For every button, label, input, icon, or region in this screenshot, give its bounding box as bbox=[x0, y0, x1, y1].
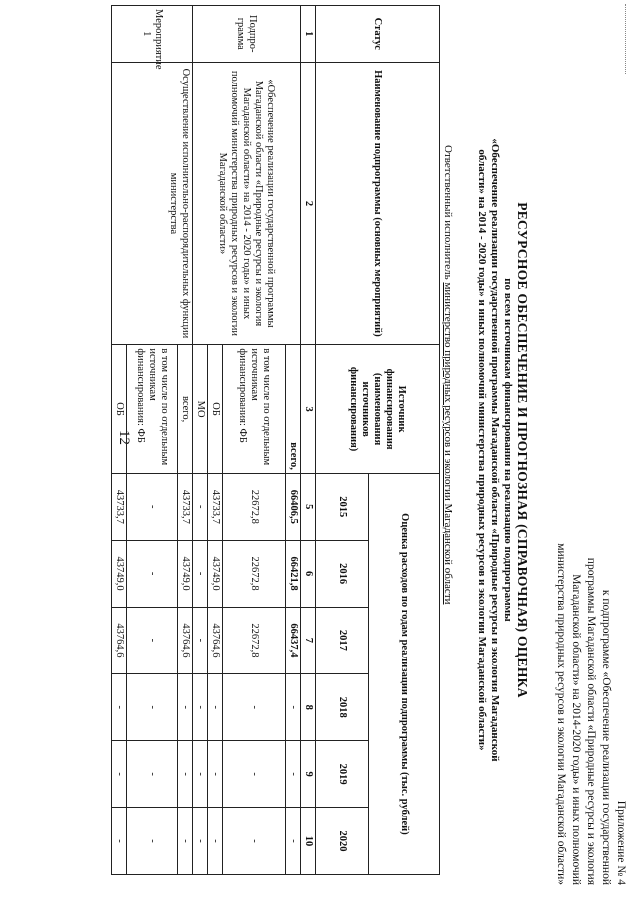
value-cell: - bbox=[112, 741, 127, 808]
header-row bbox=[369, 6, 440, 875]
value-cell: 66406,5 bbox=[286, 473, 301, 540]
page-number: 12 bbox=[116, 430, 132, 445]
column-number: 7 bbox=[301, 607, 316, 674]
value-cell: 22672,8 bbox=[223, 540, 286, 607]
column-number: 2 bbox=[301, 62, 316, 345]
source-cell: всего, bbox=[178, 345, 193, 474]
header-year: 2020 bbox=[316, 808, 369, 875]
responsible-label: Ответственный исполнитель bbox=[442, 145, 454, 280]
column-number: 6 bbox=[301, 540, 316, 607]
source-cell: в том числе по отдельным источникам финансирования: ФБ bbox=[127, 345, 178, 474]
value-cell: - bbox=[286, 674, 301, 741]
value-cell: - bbox=[127, 607, 178, 674]
value-cell: 22672,8 bbox=[223, 607, 286, 674]
value-cell: - bbox=[223, 741, 286, 808]
title-main: РЕСУРСНОЕ ОБЕСПЕЧЕНИЕ И ПРОГНОЗНАЯ (СПРАВОЧНАЯ) ОЦЕНКА bbox=[515, 202, 530, 698]
value-cell: - bbox=[193, 808, 208, 875]
value-cell: 66437,4 bbox=[286, 607, 301, 674]
responsible-value: министерство природных ресурсов и экологии Магаданской области bbox=[442, 282, 454, 605]
title-line: области» на 2014 - 2020 годы» и иных полномочий министерства природных ресурсов и экологии Магаданской области» bbox=[476, 149, 488, 751]
value-cell: - bbox=[127, 808, 178, 875]
annex-line: Магаданской области» на 2014-2020 годы» и иных полномочий bbox=[570, 574, 582, 885]
value-cell: - bbox=[178, 741, 193, 808]
header-name: Наименование подпрограммы (основных мероприятий) bbox=[316, 62, 440, 345]
scan-mark bbox=[621, 4, 626, 74]
annex-line: к подпрограмме «Обеспечение реализации государственной bbox=[600, 589, 612, 885]
source-cell: МО bbox=[193, 345, 208, 474]
table-row bbox=[286, 6, 301, 875]
value-cell: - bbox=[127, 540, 178, 607]
value-cell: - bbox=[208, 674, 223, 741]
annex-line: программы Магаданской области «Природные ресурсы и экология bbox=[585, 557, 597, 885]
value-cell: - bbox=[208, 808, 223, 875]
value-cell: - bbox=[112, 808, 127, 875]
source-cell: всего, bbox=[286, 345, 301, 474]
value-cell: - bbox=[208, 741, 223, 808]
value-cell: 43749,0 bbox=[178, 540, 193, 607]
column-number: 1 bbox=[301, 6, 316, 63]
annex-line: Приложение № 4 bbox=[615, 800, 627, 885]
source-cell: в том числе по отдельным источникам финансирования: ФБ bbox=[223, 345, 286, 474]
header-year: 2018 bbox=[316, 674, 369, 741]
column-number: 10 bbox=[301, 808, 316, 875]
column-number: 8 bbox=[301, 674, 316, 741]
source-cell: ОБ bbox=[112, 345, 127, 474]
value-cell: - bbox=[223, 674, 286, 741]
header-status: Статус bbox=[316, 6, 440, 63]
responsible-executor bbox=[442, 145, 454, 605]
annex-line: министерства природных ресурсов и экологии Магаданской области» bbox=[555, 543, 567, 885]
annex-header bbox=[553, 415, 628, 885]
value-cell: - bbox=[178, 808, 193, 875]
header-estimate: Оценка расходов по годам реализации подпрограммы (тыс. рублей) bbox=[369, 473, 440, 874]
value-cell: - bbox=[286, 741, 301, 808]
column-number: 3 bbox=[301, 345, 316, 474]
table-row bbox=[178, 6, 193, 875]
name-cell: Осуществление исполнительно-распорядительных функции министерства bbox=[112, 62, 193, 345]
value-cell: 22672,8 bbox=[223, 473, 286, 540]
name-cell: «Обеспечение реализации государственной программы Магаданской области «Природные ресурсы и экология Магаданской области» на 2014 - 2020 годы» и иных полномочий министерства природных ресурсов и экологии Магаданской области» bbox=[193, 62, 301, 345]
column-number: 9 bbox=[301, 741, 316, 808]
value-cell: - bbox=[193, 540, 208, 607]
header-year: 2016 bbox=[316, 540, 369, 607]
header-year: 2019 bbox=[316, 741, 369, 808]
header-year: 2017 bbox=[316, 607, 369, 674]
value-cell: - bbox=[193, 674, 208, 741]
column-number-row bbox=[301, 6, 316, 875]
value-cell: 43733,7 bbox=[112, 473, 127, 540]
column-number: 5 bbox=[301, 473, 316, 540]
value-cell: - bbox=[286, 808, 301, 875]
value-cell: 66421,8 bbox=[286, 540, 301, 607]
header-source: Источник финансирования (наименования источников финансирования) bbox=[316, 345, 440, 474]
value-cell: - bbox=[178, 674, 193, 741]
value-cell: - bbox=[127, 741, 178, 808]
title-line: «Обеспечение реализации государственной программы Магаданской области «Природные ресурсы и экология Магаданской bbox=[489, 138, 501, 762]
value-cell: - bbox=[193, 741, 208, 808]
source-cell: ОБ bbox=[208, 345, 223, 474]
budget-table bbox=[111, 5, 440, 875]
value-cell: - bbox=[112, 674, 127, 741]
value-cell: 43749,0 bbox=[112, 540, 127, 607]
value-cell: - bbox=[127, 674, 178, 741]
value-cell: 43733,7 bbox=[178, 473, 193, 540]
value-cell: 43764,6 bbox=[178, 607, 193, 674]
value-cell: 43764,6 bbox=[112, 607, 127, 674]
status-cell: Мероприятие 1 bbox=[112, 6, 193, 63]
status-cell: Подпро-грамма bbox=[193, 6, 301, 63]
value-cell: 43764,6 bbox=[208, 607, 223, 674]
title-line: по всем источникам финансирования на реализацию подпрограммы bbox=[502, 278, 514, 622]
value-cell: - bbox=[127, 473, 178, 540]
value-cell: - bbox=[223, 808, 286, 875]
document-title bbox=[475, 110, 530, 790]
value-cell: - bbox=[193, 607, 208, 674]
header-year: 2015 bbox=[316, 473, 369, 540]
value-cell: 43733,7 bbox=[208, 473, 223, 540]
value-cell: - bbox=[193, 473, 208, 540]
value-cell: 43749,0 bbox=[208, 540, 223, 607]
